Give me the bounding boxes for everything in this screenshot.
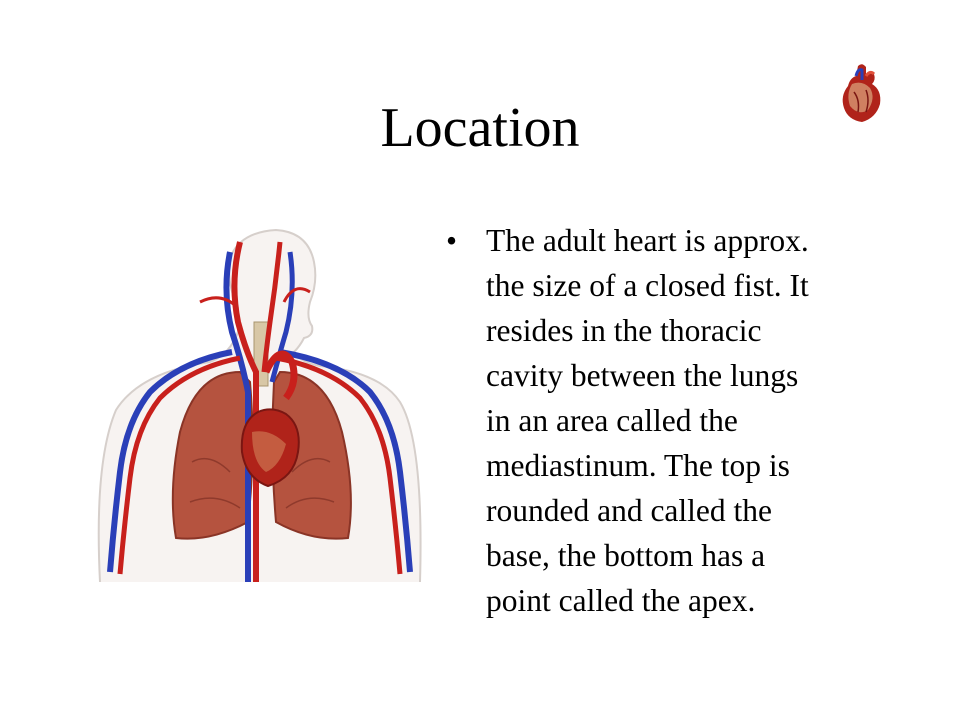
bullet-mark: • <box>446 223 458 258</box>
bullet-line: the size of a closed fist. It <box>486 268 809 303</box>
heart-icon <box>836 62 886 124</box>
bullet-line: rounded and called the <box>486 493 773 528</box>
bullet-line: The adult heart is approx. <box>486 223 809 258</box>
circulatory-system-illustration <box>80 222 440 592</box>
slide-title: Location <box>380 97 580 159</box>
bullet-line: point called the apex. <box>486 583 756 618</box>
bullet-list <box>446 218 886 623</box>
bullet-line: in an area called the <box>486 403 738 438</box>
bullet-line: cavity between the lungs <box>486 358 799 393</box>
bullet-line: base, the bottom has a <box>486 538 766 573</box>
bullet-line: mediastinum. The top is <box>486 448 790 483</box>
bullet-item <box>446 218 886 623</box>
bullet-line: resides in the thoracic <box>486 313 762 348</box>
